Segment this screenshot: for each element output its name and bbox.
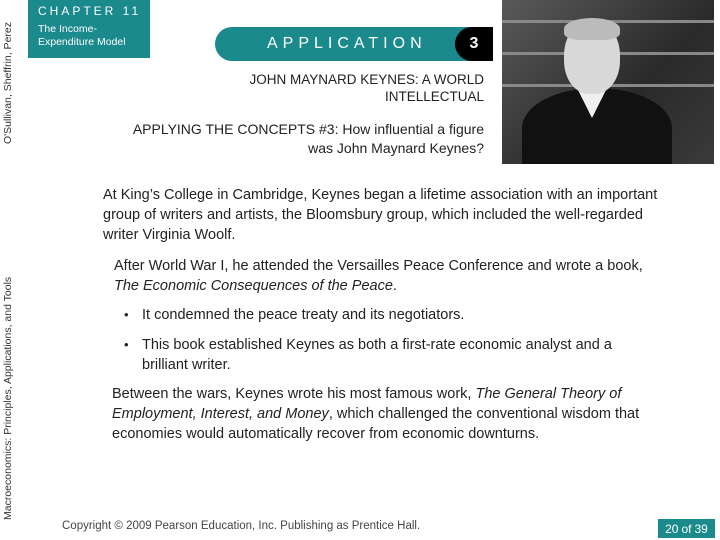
book-title: The General Theory of Employment, Interest, and Money bbox=[112, 386, 622, 422]
page-indicator bbox=[658, 519, 715, 538]
paragraph-text: Between the wars, Keynes wrote his most famous work, bbox=[112, 386, 476, 402]
paragraph-kings-college: At King’s College in Cambridge, Keynes began a lifetime association with an important group of writers and artists, the Bloomsbury group, which included the well-regarded writer Virginia Woolf. bbox=[103, 187, 658, 243]
paragraph-end: . bbox=[392, 278, 397, 294]
application-label: APPLICATION bbox=[267, 35, 427, 52]
chapter-label: CHAPTER 11 bbox=[38, 4, 142, 18]
page-of: of bbox=[681, 521, 692, 536]
chapter-subtitle: The Income-Expenditure Model bbox=[38, 23, 126, 48]
chapter-banner bbox=[28, 0, 150, 58]
side-caption bbox=[2, 22, 20, 520]
bullet-item: • This book established Keynes as both a first-rate economic analyst and a brilliant writer. bbox=[116, 335, 656, 375]
concept-question: APPLYING THE CONCEPTS #3: How influential a figure was John Maynard Keynes? bbox=[132, 121, 484, 156]
paragraph-text: After World War I, he attended the Versailles Peace Conference and wrote a book, bbox=[114, 258, 643, 274]
application-banner bbox=[215, 27, 493, 61]
slide-title: JOHN MAYNARD KEYNES: A WORLD INTELLECTUAL bbox=[249, 72, 484, 104]
page-current: 20 bbox=[665, 521, 679, 536]
paragraph-end: , which challenged the conventional wisdom that economies would automatically recover from economic downturns. bbox=[112, 406, 640, 442]
side-caption-book: Macroeconomics: Principles, Applications, and Tools bbox=[2, 276, 14, 520]
side-caption-authors: O'Sullivan, Sheffrin, Perez bbox=[2, 22, 14, 145]
paragraph-general-theory bbox=[112, 384, 662, 444]
page-total: 39 bbox=[694, 521, 708, 536]
keynes-portrait-image bbox=[502, 0, 714, 164]
copyright-notice: Copyright © 2009 Pearson Education, Inc. Publishing as Prentice Hall. bbox=[62, 520, 421, 532]
bullet-item: • It condemned the peace treaty and its negotiators. bbox=[116, 305, 656, 325]
paragraph-versailles bbox=[114, 256, 664, 296]
book-title: The Economic Consequences of the Peace bbox=[114, 278, 393, 294]
application-number: 3 bbox=[455, 27, 493, 61]
